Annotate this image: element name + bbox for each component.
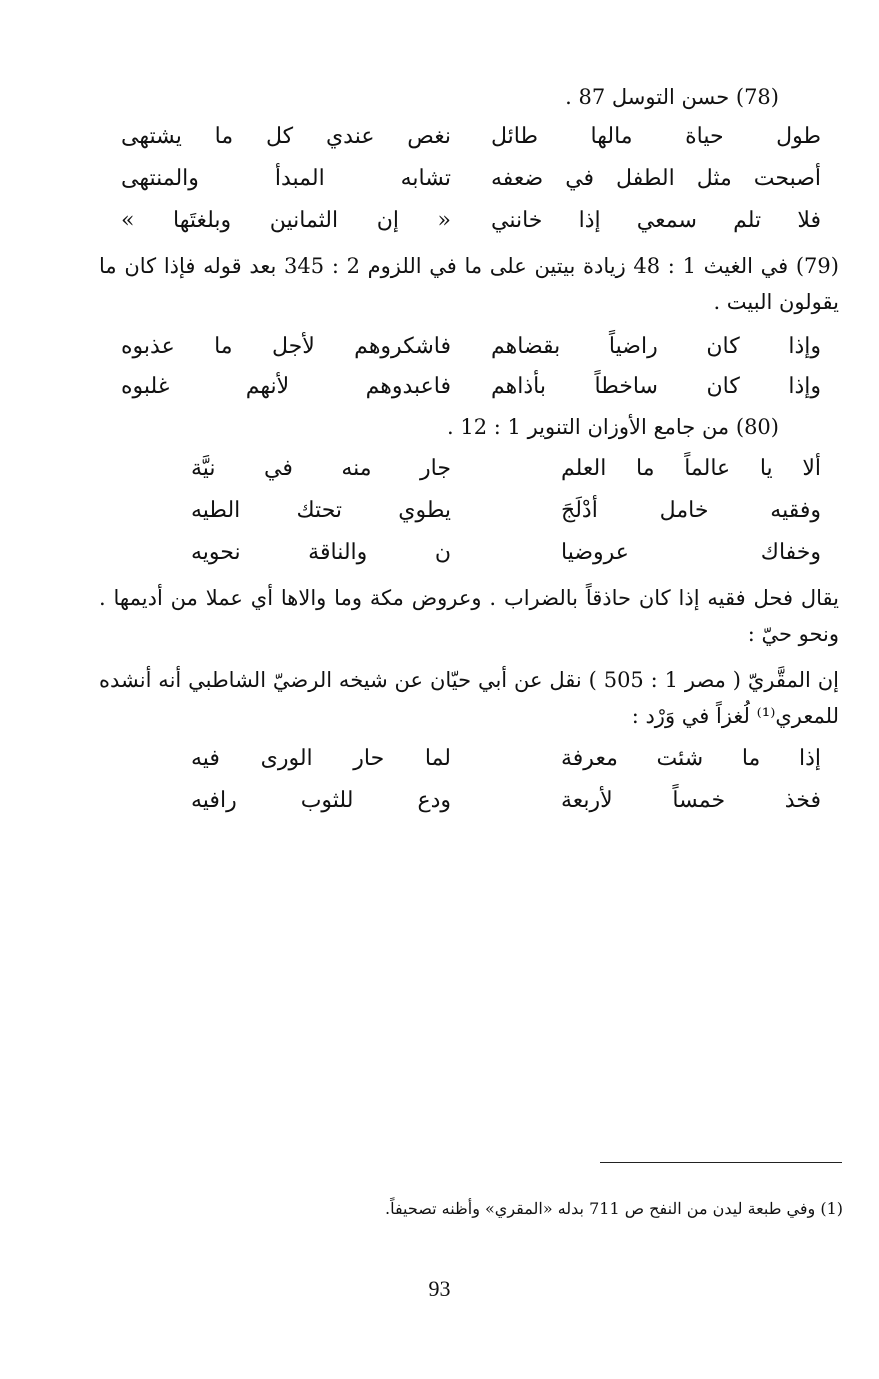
poem-verse: [121, 536, 821, 570]
entry-80-heading: (80) من جامع الأوزان التنوير 1 : 12 .: [447, 415, 779, 439]
poem-verse: [121, 330, 821, 364]
verse-second-half: لما حار الورى فيه: [191, 746, 451, 771]
poem-verse: [121, 742, 821, 776]
maqqari-paragraph: إن المقَّريّ ( مصر 1 : 505 ) نقل عن أبي حيّان عن شيخه الرضيّ الشاطبي أنه أنشده للمعري⁽¹⁾ لُغزاً في وَرْد :: [99, 668, 840, 728]
footnote-divider: [600, 1162, 842, 1163]
verse-second-half: ن والناقة نحويه: [191, 540, 451, 565]
verse-first-half: إذا ما شئت معرفة: [561, 746, 821, 771]
verse-first-half: فخذ خمساً لأربعة: [561, 788, 821, 813]
entry-80-note: يقال فحل فقيه إذا كان حاذقاً بالضراب . وعروض مكة وما والاها أي عملا من أديمها . ونحو حيّ :: [99, 586, 839, 646]
poem-verse: [121, 452, 821, 486]
verse-second-half: فاعبدوهم لأنهم غلبوه: [121, 374, 451, 399]
verse-first-half: أصبحت مثل الطفل في ضعفه: [491, 166, 821, 191]
verse-second-half: فاشكروهم لأجل ما عذبوه: [121, 334, 451, 359]
verse-first-half: وإذا كان ساخطاً بأذاهم: [491, 374, 821, 399]
verse-second-half: ودع للثوب رافيه: [191, 788, 451, 813]
verse-first-half: وإذا كان راضياً بقضاهم: [491, 334, 821, 359]
poem-verse: [121, 370, 821, 404]
verse-second-half: نغص عندي كل ما يشتهى: [121, 124, 451, 149]
verse-second-half: يطوي تحتك الطيه: [191, 498, 451, 523]
verse-first-half: وخفاك عروضيا: [561, 540, 821, 565]
entry-78-heading: (78) حسن التوسل 87 .: [565, 85, 779, 109]
verse-second-half: « إن الثمانين وبلغتَها »: [121, 208, 451, 233]
poem-verse: [121, 494, 821, 528]
verse-first-half: وفقيه خامل أدْلَجَ: [561, 498, 821, 523]
entry-79-paragraph: (79) في الغيث 1 : 48 زيادة بيتين على ما في اللزوم 2 : 345 بعد قوله فإذا كان ما يقولون البيت .: [99, 254, 839, 314]
page-number: 93: [428, 1276, 451, 1301]
footnote: (1) وفي طبعة ليدن من النفح ص 711 بدله «المقري» وأظنه تصحيفاً.: [384, 1199, 843, 1218]
poem-verse: [121, 120, 821, 154]
verse-first-half: طول حياة مالها طائل: [491, 124, 821, 149]
verse-first-half: فلا تلم سمعي إذا خانني: [491, 208, 821, 233]
poem-verse: [121, 162, 821, 196]
poem-verse: [121, 204, 821, 238]
verse-first-half: ألا يا عالماً ما العلم: [561, 456, 821, 481]
poem-verse: [121, 784, 821, 818]
verse-second-half: جار منه في نيَّة: [191, 456, 451, 481]
verse-second-half: تشابه المبدأ والمنتهى: [121, 166, 451, 191]
